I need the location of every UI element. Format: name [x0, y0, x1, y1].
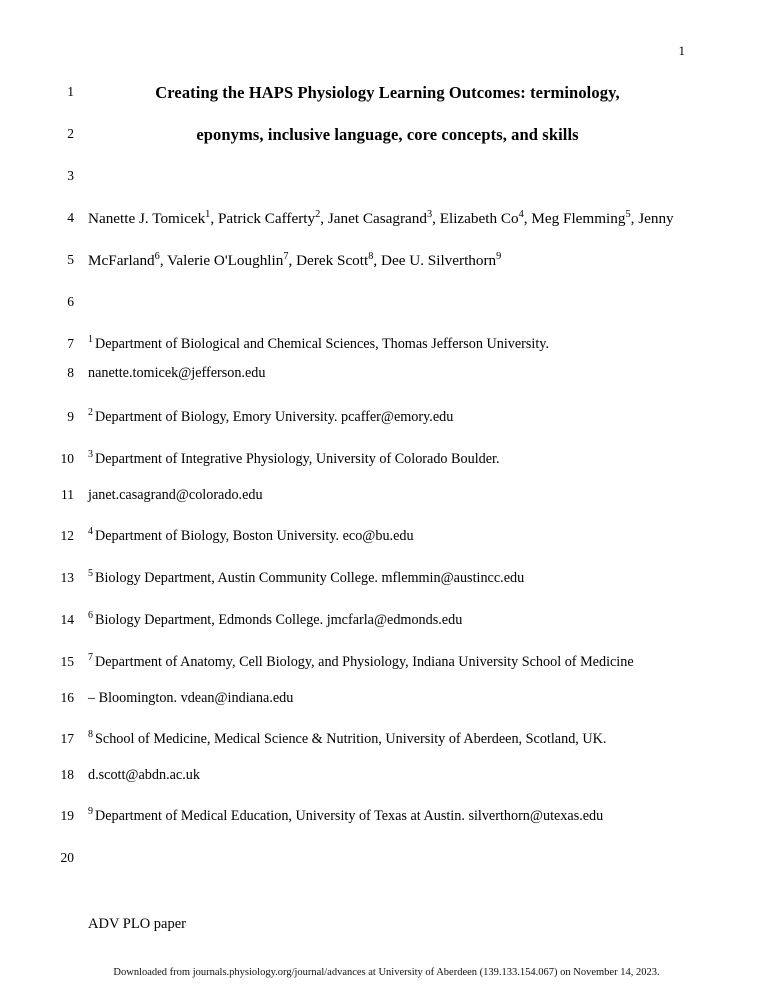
author-name: , Janet Casagrand: [320, 210, 427, 227]
line-row: [0, 294, 773, 336]
line-number: 9: [67, 409, 74, 424]
line-row: [0, 487, 773, 528]
author-name: , Patrick Cafferty: [210, 210, 316, 227]
affiliation-marker: 2: [88, 407, 93, 419]
affiliation-1-email: nanette.tomicek@jefferson.edu: [88, 365, 266, 381]
affiliation-marker: 4: [88, 526, 93, 538]
running-title: ADV PLO paper: [88, 916, 186, 932]
line-number: 10: [60, 451, 74, 466]
affiliation-3: [88, 451, 687, 467]
author-name: , Dee U. Silverthorn: [373, 252, 497, 269]
affiliation-7-email: – Bloomington. vdean@indiana.edu: [88, 690, 294, 706]
line-number: 20: [60, 850, 74, 865]
affiliation-8: [88, 731, 687, 747]
line-row: [0, 210, 773, 252]
line-number: 15: [60, 654, 74, 669]
line-row: [0, 612, 773, 654]
line-row: [0, 409, 773, 451]
author-name: Nanette J. Tomicek: [88, 210, 206, 227]
line-row: [0, 808, 773, 850]
line-number: 14: [60, 612, 74, 627]
line-number: 12: [60, 528, 74, 543]
affiliation-text: Biology Department, Austin Community College. mflemmin@austincc.edu: [95, 570, 525, 586]
line-row: [0, 528, 773, 570]
line-row: [0, 654, 773, 690]
line-row: [0, 767, 773, 808]
line-number: 17: [60, 731, 74, 746]
affiliation-1: [88, 336, 687, 352]
author-list-line-1: [88, 210, 687, 227]
author-name: , Valerie O'Loughlin: [159, 252, 284, 269]
author-affiliation-marker: 8: [368, 250, 374, 262]
author-name: McFarland: [88, 252, 155, 269]
author-name: , Elizabeth Co: [432, 210, 519, 227]
line-row: [0, 126, 773, 168]
line-row: [0, 365, 773, 409]
line-number: 13: [60, 570, 74, 585]
affiliation-marker: 3: [88, 449, 93, 461]
affiliation-8-email: d.scott@abdn.ac.uk: [88, 767, 200, 783]
author-affiliation-marker: 9: [496, 250, 502, 262]
affiliation-text: Department of Biological and Chemical Sciences, Thomas Jefferson University.: [95, 336, 550, 352]
author-affiliation-marker: 1: [205, 208, 211, 220]
affiliation-text: School of Medicine, Medical Science & Nutrition, University of Aberdeen, Scotland, UK.: [95, 731, 607, 747]
line-number: 18: [60, 767, 74, 782]
line-number: 6: [67, 294, 74, 309]
line-row: [0, 690, 773, 731]
line-number: 2: [67, 126, 74, 141]
affiliation-text: Department of Biology, Boston University. eco@bu.edu: [95, 528, 414, 544]
line-row: [0, 252, 773, 294]
line-row: [0, 731, 773, 767]
author-name: , Jenny: [630, 210, 674, 227]
line-row: [0, 451, 773, 487]
author-affiliation-marker: 3: [426, 208, 433, 220]
author-affiliation-marker: 6: [154, 250, 160, 262]
line-row: [0, 570, 773, 612]
affiliation-marker: 5: [88, 568, 93, 580]
affiliation-6: [88, 612, 687, 628]
line-number: 3: [67, 168, 74, 183]
affiliation-text: Department of Biology, Emory University. pcaffer@emory.edu: [95, 409, 454, 425]
author-name: , Meg Flemming: [523, 210, 626, 227]
affiliation-text: Department of Anatomy, Cell Biology, and Physiology, Indiana University School of Medicine: [95, 654, 634, 670]
author-affiliation-marker: 2: [315, 208, 321, 220]
author-name: , Derek Scott: [288, 252, 369, 269]
line-row: [0, 168, 773, 210]
paper-title-line-1: Creating the HAPS Physiology Learning Outcomes: terminology,: [155, 83, 620, 102]
affiliation-text: Biology Department, Edmonds College. jmcfarla@edmonds.edu: [95, 612, 463, 628]
line-number: 16: [60, 690, 74, 705]
blank-line: [88, 168, 687, 185]
affiliation-9: [88, 808, 687, 824]
line-number: 8: [67, 365, 74, 380]
blank-line: [88, 850, 687, 867]
line-row: [0, 850, 773, 892]
line-number: 1: [67, 84, 74, 99]
download-attribution: Downloaded from journals.physiology.org/journal/advances at University of Aberdeen (139.133.154.067) on November 14, 2023.: [113, 967, 660, 978]
affiliation-marker: 8: [88, 729, 93, 741]
affiliation-3-email: janet.casagrand@colorado.edu: [88, 487, 263, 503]
affiliation-text: Department of Integrative Physiology, University of Colorado Boulder.: [95, 451, 500, 467]
author-affiliation-marker: 5: [625, 208, 631, 220]
author-affiliation-marker: 4: [518, 208, 524, 220]
line-number: 19: [60, 808, 74, 823]
line-number: 5: [67, 252, 74, 267]
line-row: [0, 84, 773, 126]
page-number: 1: [678, 43, 685, 58]
affiliation-marker: 1: [88, 334, 93, 346]
paper-title-line-2: eponyms, inclusive language, core concepts, and skills: [196, 125, 579, 144]
affiliation-marker: 9: [88, 806, 93, 818]
author-affiliation-marker: 7: [283, 250, 289, 262]
affiliation-4: [88, 528, 687, 544]
affiliation-text: Department of Medical Education, University of Texas at Austin. silverthorn@utexas.edu: [95, 808, 604, 824]
affiliation-marker: 7: [88, 652, 93, 664]
blank-line: [88, 294, 687, 311]
line-number: 7: [67, 336, 74, 351]
affiliation-5: [88, 570, 687, 586]
affiliation-7: [88, 654, 687, 670]
manuscript-body: [0, 84, 773, 892]
author-list-line-2: [88, 252, 687, 269]
line-row: [0, 336, 773, 365]
line-number: 11: [61, 487, 74, 502]
line-number: 4: [67, 210, 74, 225]
affiliation-marker: 6: [88, 610, 93, 622]
affiliation-2: [88, 409, 687, 425]
